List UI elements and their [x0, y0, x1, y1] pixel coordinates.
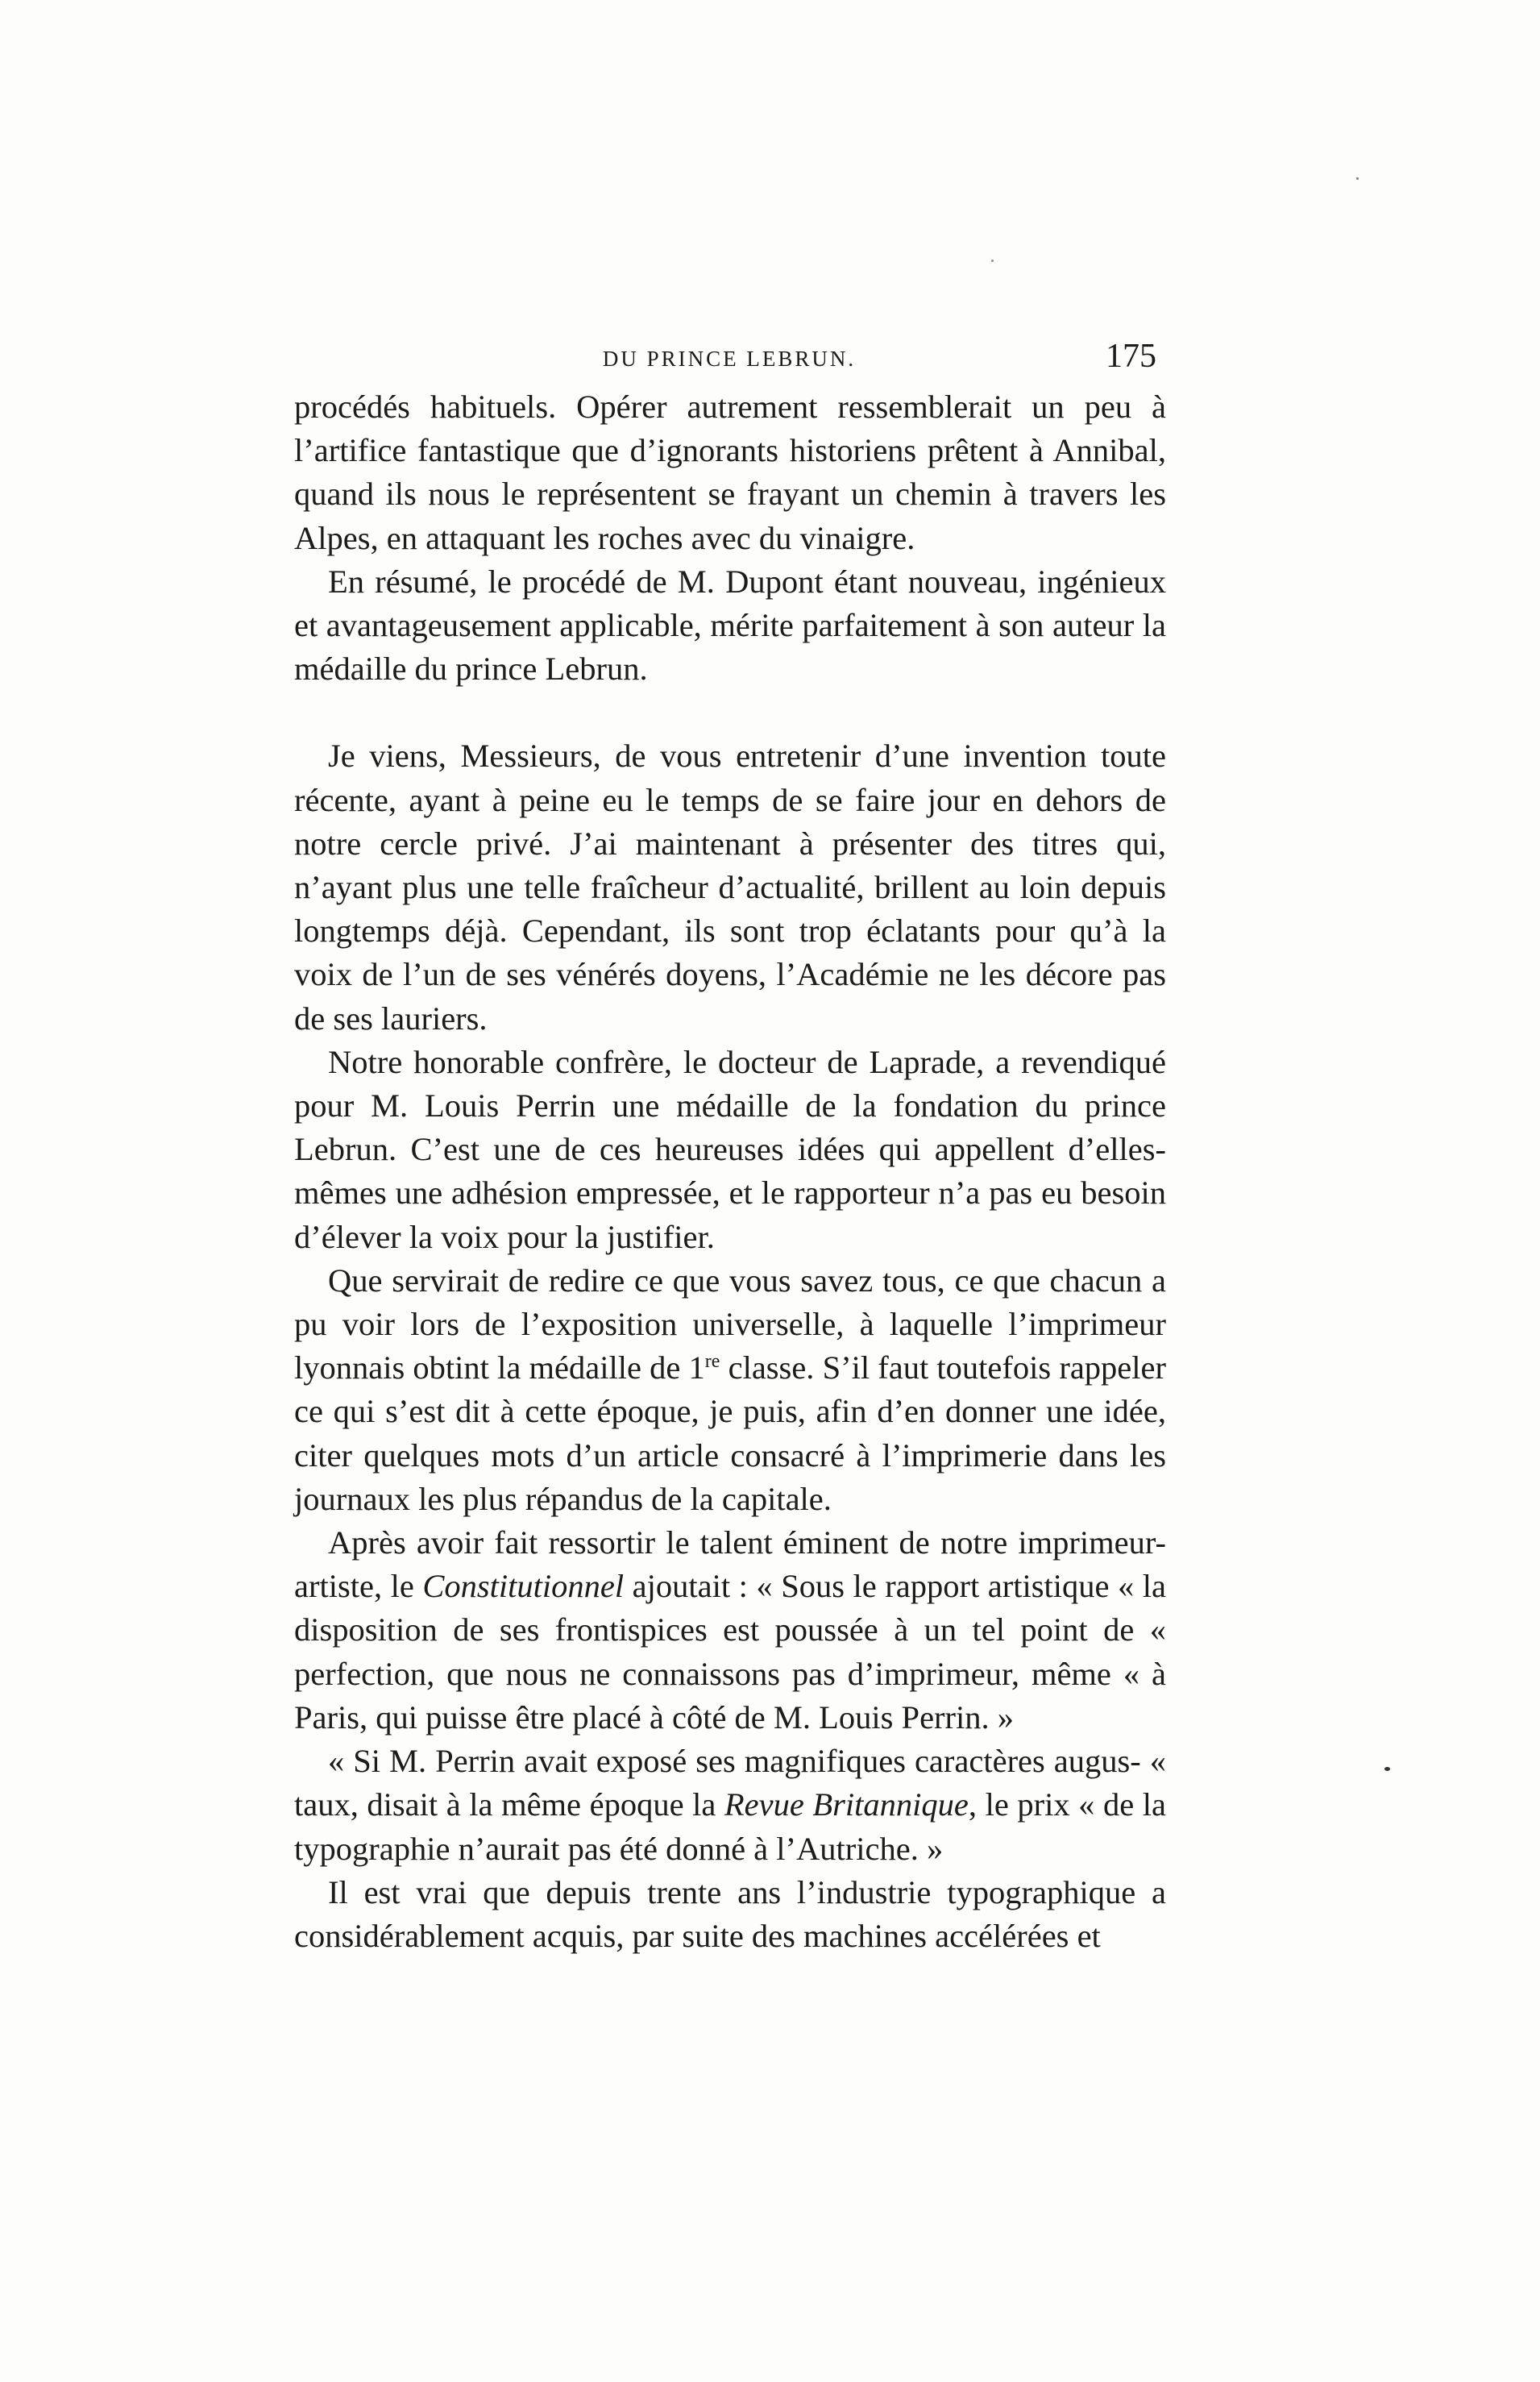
constitutionnel-text-after: ajoutait : « Sous le rapport artistique « la disposition de ses frontispices est poussée à un tel point de « perfection, que nous ne connaissons pas d’imprimeur, même « à Paris, qui puisse être placé à côté de M. Louis Perrin. » — [294, 1568, 1166, 1736]
revue-text-after: , le prix « de la typographie n’aurait pas été donné à l’Autriche. » — [294, 1786, 1167, 1867]
ink-speck — [1384, 1767, 1390, 1771]
exposition-superscript: re — [704, 1351, 720, 1373]
page-number: 175 — [1106, 338, 1156, 375]
running-title: DU PRINCE LEBRUN. — [602, 347, 857, 371]
paragraph-laprade: Notre honorable confrère, le docteur de Laprade, a revendiqué pour M. Louis Perrin une médaille de la fondation du prince Lebrun. C’est une de ces heureuses idées qui appellent d’elles-mêmes une adhésion empressée, et le rapporteur n’a pas eu besoin d’élever la voix pour la justifier. — [294, 1043, 1166, 1255]
constitutionnel-title: Constitutionnel — [422, 1568, 625, 1605]
revue-title: Revue Britannique — [724, 1786, 969, 1823]
body-text — [294, 385, 1166, 1958]
revue-text-before: « Si M. Perrin avait exposé ses magnifiques caractères augus- « taux, disait à la même époque la — [294, 1743, 1166, 1823]
paragraph-revue — [294, 1740, 1166, 1871]
page-header — [294, 337, 1164, 385]
paragraph-constitutionnel — [294, 1521, 1166, 1740]
exposition-text-after: classe. S’il faut toutefois rappeler ce qui s’est dit à cette époque, je puis, afin d’en donner une idée, citer quelques mots d’un article consacré à l’imprimerie dans les journaux les plus répandus de la capitale. — [294, 1349, 1166, 1517]
ink-speck — [991, 260, 994, 262]
ink-speck — [1356, 177, 1359, 180]
paragraph-exposition — [294, 1259, 1166, 1521]
exposition-text-before: Que servirait de redire ce que vous savez tous, ce que chacun a pu voir lors de l’exposition universelle, à laquelle l’imprimeur lyonnais obtint la médaille de 1 — [294, 1262, 1166, 1386]
paragraph-typographie: Il est vrai que depuis trente ans l’industrie typographique a considérablement acquis, par suite des machines accélérées et — [294, 1873, 1166, 1954]
paragraph-resume: En résumé, le procédé de M. Dupont étant nouveau, ingénieux et avantageusement applicable, mérite parfaitement à son auteur la médaille du prince Lebrun. — [294, 563, 1166, 688]
constitutionnel-text-before: Après avoir fait ressortir le talent éminent de notre imprimeur-artiste, le — [294, 1524, 1166, 1605]
paragraph-invention: Je viens, Messieurs, de vous entretenir d’une invention toute récente, ayant à peine eu le temps de se faire jour en dehors de notre cercle privé. J’ai maintenant à présenter des titres qui, n’ayant plus une telle fraîcheur d’actualité, brillent au loin depuis longtemps déjà. Cependant, ils sont trop éclatants pour qu’à la voix de l’un de ses vénérés doyens, l’Académie ne les décore pas de ses lauriers. — [294, 738, 1166, 1037]
paragraph-continuation: procédés habituels. Opérer autrement ressemblerait un peu à l’artifice fantastique que d’ignorants historiens prêtent à Annibal, quand ils nous le représentent se frayant un chemin à travers les Alpes, en attaquant les roches avec du vinaigre. — [294, 389, 1166, 556]
